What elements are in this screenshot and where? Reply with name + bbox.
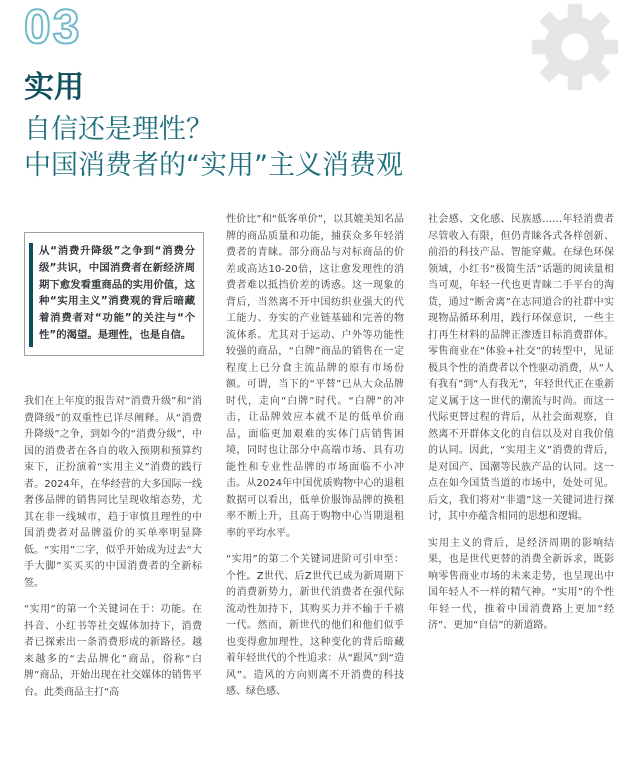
text-column-1 (24, 394, 202, 711)
paragraph: 性价比”和“低客单价”，以其媲美知名品牌的商品质量和功能，捕获众多年轻消费者的青睐。部分商品与对标商品的价差或高达10-20倍，这让愈发理性的消费者难以抵挡价差的诱惑。这一现象的背后，当然离不开中国纺织业强大的代工能力、夯实的产业链基础和完善的物流体系。尤其对于运动、户外等功能性较强的商品，“白牌”商品的销售在一定程度上已分食主流品牌的原有市场份额。可谓，当下的“平替”已从大众品牌时代，走向“白牌”时代。“白牌”的冲击，让品牌效应本就不足的低单价商品，面临更加艰难的实体门店销售困境，同时也让部分中高端市场、具有功能性和专业性品牌的市场面临不小冲击。从2024年中国优质购物中心的退租数据可以看出，低单价服饰品牌的换租率不断上升，且高于购物中心当期退租率的平均水平。 (226, 214, 404, 539)
text-column-3 (428, 212, 614, 645)
paragraph: “实用”的第一个关键词在于：功能。在抖音、小红书等社交媒体加持下，消费者已探索出一条消费形成的新路径。越来越多的“去品牌化”商品，俗称“白牌”商品，开始出现在社交媒体的销售平台。此类商品主打“高 (24, 604, 202, 698)
pull-quote (24, 232, 204, 356)
title-line-2: 自信还是理性？ (24, 114, 213, 145)
paragraph: 实用主义的背后，是经济周期的影响结果，也是世代更替的消费全新诉求，既影响零售商业市场的未来走势，也呈现出中国年轻人不一样的精气神。“实用”的个性年轻一代，推着中国消费路上更加“经济”、更加“自信”的新道路。 (428, 537, 614, 631)
paragraph: “实用”的第二个关键词进阶可引申至：个性。Z世代、后Z世代已成为新周期下的消费新势力，新世代消费者在强代际流动性加持下，其购买力并不输于千禧一代。然而，新世代的他们和他们似乎也变得愈加理性，这种变化的背后暗藏着年轻世代的个性追求：从“跟风”到“造风”。造风的方向则离不开消费的科技感、绿色感、 (226, 554, 404, 697)
pull-quote-text: 从“消费升降级”之争到“消费分级”共识，中国消费者在新经济周期下愈发看重商品的实用价值，这种“实用主义”消费观的背后暗藏着消费者对“功能”的关注与“个性”的渴望。是理性，也是自信。 (39, 245, 195, 341)
gear-icon (530, 2, 620, 92)
paragraph: 社会感、文化感、民族感……年轻消费者尽管收入有限，但仍青睐各式各样创新、前沿的科技产品、智能穿戴。在绿色环保领域，小红书“极简生活”话题的阅读量相当可观，年轻一代也更青睐二手平台的淘货，通过“断舍离”在志同道合的社群中实现物品循环利用，践行环保意识，一些主打再生材料的品牌正渗透目标消费群体。零售商业在“体验+社交”的转型中，见证极具个性的消费者以个性驱动消费，从“人有我有”到“人有我无”，年轻世代正在重新定义属于这一世代的潮流与时尚。而这一代际更替过程的背后，从社会面观察，自然离不开群体文化的自信以及对自我价值的认同。因此，“实用主义”消费的背后，是对国产、国潮等民族产品的认同。这一点在如今国货当道的市场中，处处可见。后文，我们将对“非遗”这一关键词进行探讨，其中亦蕴含相同的思想和逻辑。 (428, 214, 614, 522)
title-line-3: 中国消费者的“实用”主义消费观 (24, 150, 403, 181)
paragraph: 我们在上年度的报告对“消费升级”和“消费降级”的双重性已详尽阐释。从“消费升降级”之争，到如今的“消费分级”，中国的消费者在各自的收入预期和预算约束下，正扮演着“实用主义”消费的践行者。2024年，在华经营的大多国际一线奢侈品牌的销售同比呈现收缩态势，尤其在非一线城市，趋于审慎且理性的中国消费者对品牌溢价的买单率明显降低。“实用”二字，似乎开始成为过去“大手大脚”买买买的中国消费者的全新标签。 (24, 396, 202, 589)
section-number: 03 (24, 1, 82, 54)
title-main: 实用 (24, 70, 84, 105)
text-column-2 (226, 212, 404, 711)
